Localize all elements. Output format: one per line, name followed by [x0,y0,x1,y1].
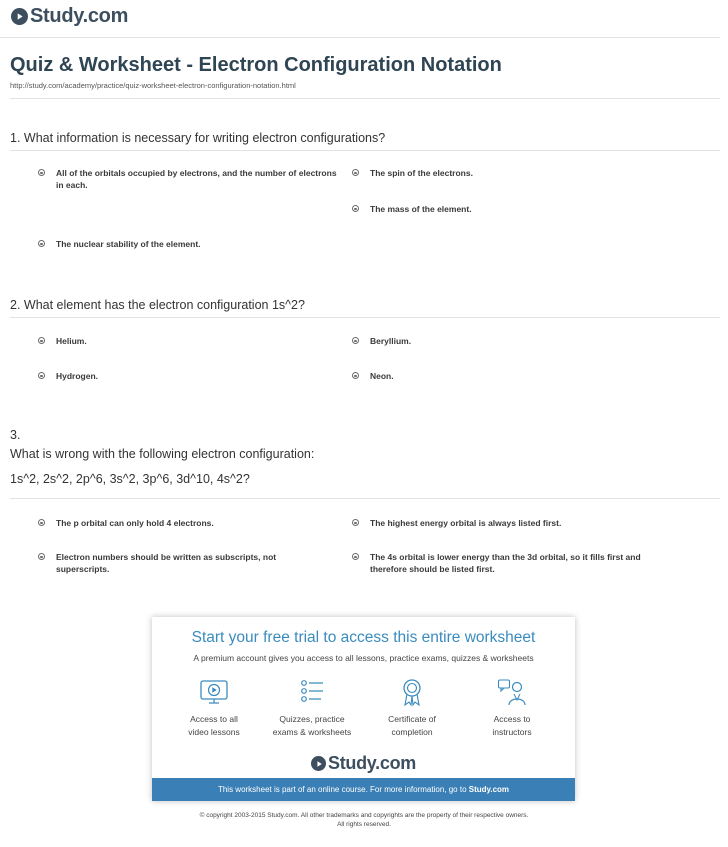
answer-option[interactable] [38,167,338,192]
study-logo[interactable] [11,5,128,28]
feature-label-line: exams & worksheets [272,726,352,737]
feature-label-line: video lessons [188,726,240,737]
quiz-list-icon [297,677,327,707]
promo-subtext: A premium account gives you access to all lessons, practice exams, quizzes & worksheets [193,653,534,663]
radio-icon[interactable] [38,372,45,379]
radio-icon[interactable] [38,240,45,247]
radio-icon[interactable] [38,519,45,526]
radio-icon[interactable] [352,169,359,176]
feature-label-line: Access to [493,714,531,724]
feature-label-line: Quizzes, practice [279,714,345,724]
answer-text: The spin of the electrons. [370,168,473,178]
radio-icon[interactable] [38,337,45,344]
feature-instructors [462,677,562,739]
answer-option[interactable] [352,167,652,179]
question-1-text: 1. What information is necessary for writing electron configurations? [10,131,386,145]
video-lesson-icon [199,677,229,707]
instructor-chat-icon [497,677,527,707]
promo-headline[interactable]: Start your free trial to access this entire worksheet [191,629,536,646]
free-trial-promo [152,617,575,801]
radio-icon[interactable] [352,553,359,560]
radio-icon[interactable] [352,205,359,212]
answer-option[interactable] [352,335,652,347]
answer-option[interactable] [38,335,338,347]
radio-icon[interactable] [38,169,45,176]
question-3-number: 3. [10,428,21,442]
answer-text: The mass of the element. [370,204,472,214]
radio-icon[interactable] [352,337,359,344]
answer-text: Neon. [370,371,394,381]
radio-icon[interactable] [352,519,359,526]
answer-text: Electron numbers should be written as subscripts, not superscripts. [56,552,277,575]
certificate-ribbon-icon [397,677,427,707]
feature-label-line: completion [391,726,433,737]
promo-study-logo[interactable] [152,753,575,774]
play-logo-icon [311,756,326,771]
answer-option[interactable] [352,370,652,382]
feature-label-line: instructors [492,726,532,737]
answer-text: Helium. [56,336,87,346]
answer-option[interactable] [38,370,338,382]
page-title: Quiz & Worksheet - Electron Configuration Notation [10,54,502,76]
answer-text: The p orbital can only hold 4 electrons. [56,518,214,528]
question-3-config: 1s^2, 2s^2, 2p^6, 3s^2, 3p^6, 3d^10, 4s^2? [10,472,250,486]
answer-option[interactable] [352,517,652,529]
promo-info-bar [152,778,575,801]
promo-bar-text: This worksheet is part of an online course. For more information, go to [217,785,469,794]
answer-option[interactable] [352,203,652,215]
feature-certificate [362,677,462,739]
question-3-rule [10,498,720,499]
radio-icon[interactable] [352,372,359,379]
answer-text: Beryllium. [370,336,412,346]
answer-text: The nuclear stability of the element. [56,239,201,249]
radio-icon[interactable] [38,553,45,560]
question-1-rule [10,150,720,151]
answer-option[interactable] [352,551,657,576]
promo-bar-link[interactable]: Study.com [468,785,510,794]
play-logo-icon [11,8,28,25]
question-2-rule [10,317,720,318]
copyright-line: © copyright 2003-2015 Study.com. All other trademarks and copyrights are the property of their respective owners. [199,812,529,819]
question-2-text: 2. What element has the electron configuration 1s^2? [10,298,305,312]
copyright-footer [0,812,728,830]
answer-text: Hydrogen. [56,371,99,381]
feature-label-line: Certificate of [388,714,436,724]
answer-option[interactable] [38,517,338,529]
answer-text: All of the orbitals occupied by electrons, and the number of electrons in each. [56,168,337,191]
question-3-text: What is wrong with the following electron configuration: [10,447,315,461]
answer-option[interactable] [38,551,328,576]
title-divider [10,98,720,99]
header-divider [0,37,720,38]
answer-text: The highest energy orbital is always listed first. [370,518,562,528]
feature-quizzes [262,677,362,739]
logo-text: Study.com [30,5,129,27]
page-url: http://study.com/academy/practice/quiz-worksheet-electron-configuration-notation.html [10,81,296,90]
logo-text: Study.com [328,753,416,773]
rights-line: All rights reserved. [337,820,391,828]
answer-option[interactable] [38,238,338,250]
feature-label-line: Access to all [190,714,238,724]
answer-text: The 4s orbital is lower energy than the 3d orbital, so it fills first and therefore should be listed first. [370,552,641,575]
feature-video-lessons [164,677,264,739]
